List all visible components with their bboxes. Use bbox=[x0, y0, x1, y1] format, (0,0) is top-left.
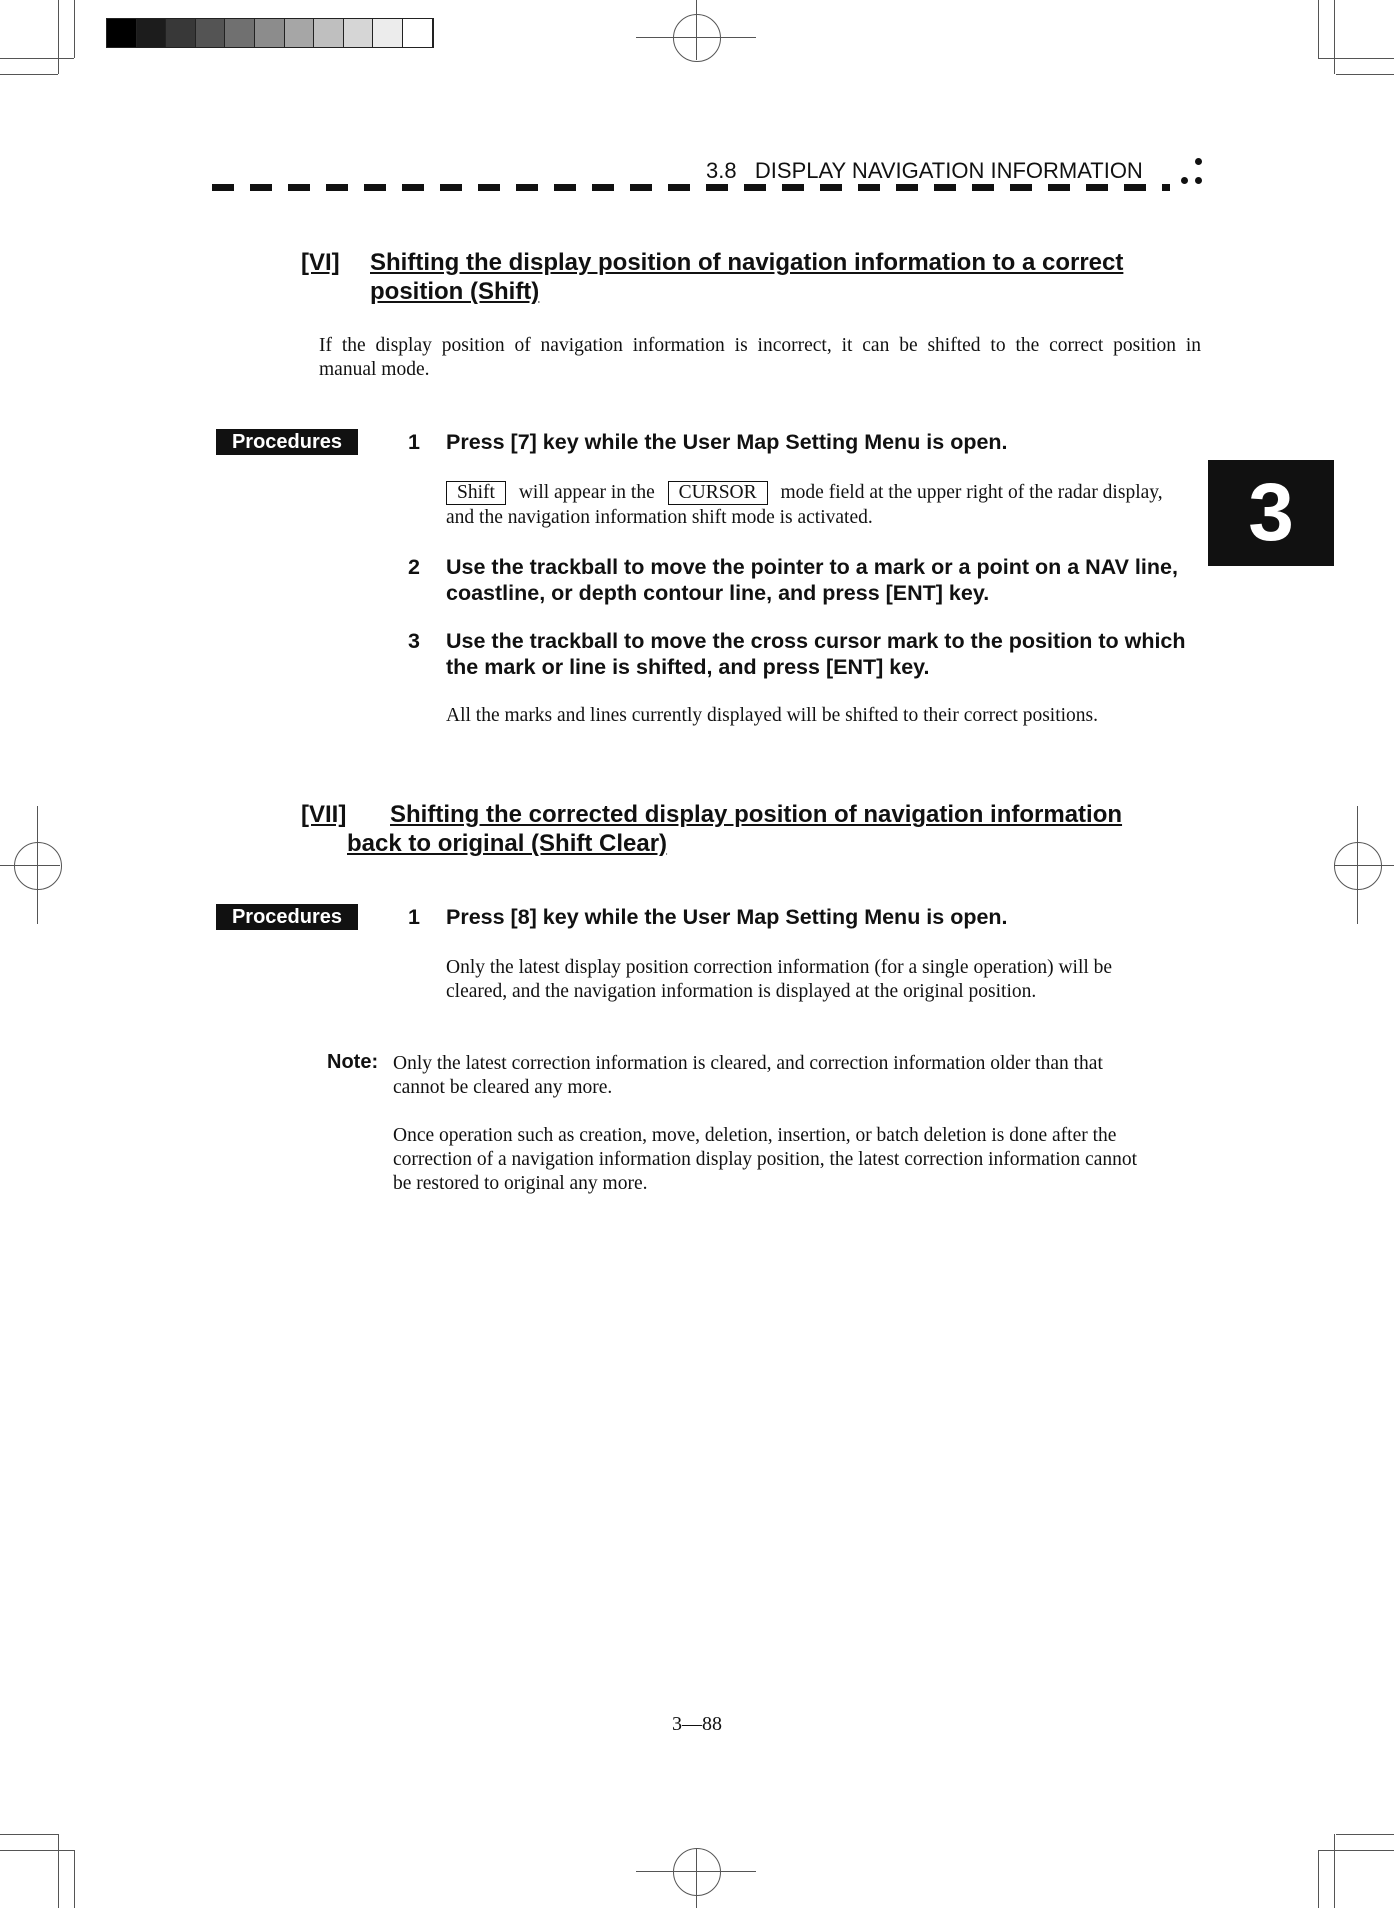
grayscale-swatch bbox=[255, 19, 285, 47]
page-number: 3—88 bbox=[672, 1713, 722, 1735]
grayscale-swatch bbox=[137, 19, 167, 47]
vii-step1-number: 1 bbox=[408, 905, 420, 929]
vi-step1-text-a: will appear in the bbox=[518, 482, 655, 503]
vi-step1-heading: Press [7] key while the User Map Setting Menu is open. bbox=[446, 430, 1008, 454]
section-vi-title-line1: Shifting the display position of navigation information to a correct bbox=[370, 249, 1124, 276]
section-vi-intro-line1: If the display position of navigation information is incorrect, it can be shifted to the correct position in bbox=[319, 335, 1201, 356]
note-p1-line2: cannot be cleared any more. bbox=[393, 1077, 613, 1098]
vi-step1-text-b: mode field at the upper right of the radar display, bbox=[780, 482, 1163, 503]
section-vii-title-line1: Shifting the corrected display position of navigation information bbox=[390, 801, 1123, 828]
note-p1-line1: Only the latest correction information is cleared, and correction information older than that bbox=[393, 1053, 1103, 1074]
section-vii-number: [VII] bbox=[301, 801, 347, 828]
grayscale-swatch bbox=[166, 19, 196, 47]
vi-step2-heading-line2: coastline, or depth contour line, and press [ENT] key. bbox=[446, 581, 990, 605]
vi-step2-heading-line1: Use the trackball to move the pointer to a mark or a point on a NAV line, bbox=[446, 555, 1178, 579]
vi-step2-number: 2 bbox=[408, 555, 420, 579]
header-dashed-rule bbox=[212, 184, 1170, 191]
grayscale-swatch bbox=[107, 19, 137, 47]
vii-step1-heading: Press [8] key while the User Map Setting Menu is open. bbox=[446, 905, 1008, 929]
procedures-badge-vi: Procedures bbox=[216, 429, 358, 455]
procedures-badge-vii: Procedures bbox=[216, 904, 358, 930]
note-label: Note: bbox=[327, 1051, 379, 1073]
vi-step3-result: All the marks and lines currently displayed will be shifted to their correct positions. bbox=[446, 705, 1099, 726]
vii-step1-description-line2: cleared, and the navigation information is displayed at the original position. bbox=[446, 981, 1037, 1002]
vi-step3-number: 3 bbox=[408, 629, 420, 653]
vii-step1-description-line1: Only the latest display position correction information (for a single operation) will be bbox=[446, 957, 1113, 978]
section-vi-intro-line2: manual mode. bbox=[319, 359, 430, 380]
note-p2-line3: be restored to original any more. bbox=[393, 1173, 648, 1194]
vi-step3-heading-line1: Use the trackball to move the cross cursor mark to the position to which bbox=[446, 629, 1186, 653]
vi-step3-heading-line2: the mark or line is shifted, and press [ENT] key. bbox=[446, 655, 930, 679]
shift-key-label: Shift bbox=[446, 481, 506, 505]
grayscale-swatch bbox=[403, 19, 433, 47]
note-p2-line1: Once operation such as creation, move, deletion, insertion, or batch deletion is done after the bbox=[393, 1125, 1117, 1146]
cursor-mode-label: CURSOR bbox=[668, 481, 768, 505]
chapter-tab: 3 bbox=[1208, 460, 1334, 566]
grayscale-swatch bbox=[225, 19, 255, 47]
grayscale-swatch bbox=[285, 19, 315, 47]
grayscale-swatch bbox=[196, 19, 226, 47]
vi-step1-number: 1 bbox=[408, 430, 420, 454]
running-head: 3.8 DISPLAY NAVIGATION INFORMATION bbox=[706, 158, 1143, 183]
vi-step1-description-line2: and the navigation information shift mode is activated. bbox=[446, 507, 873, 528]
grayscale-swatch bbox=[344, 19, 374, 47]
section-vii-title-line2: back to original (Shift Clear) bbox=[347, 830, 668, 857]
note-p2-line2: correction of a navigation information display position, the latest correction information cannot bbox=[393, 1149, 1138, 1170]
section-vi-number: [VI] bbox=[301, 249, 340, 276]
grayscale-strip bbox=[106, 18, 434, 48]
vi-step1-description-line1 bbox=[446, 481, 1163, 505]
grayscale-swatch bbox=[373, 19, 403, 47]
section-vi-title-line2: position (Shift) bbox=[370, 278, 540, 305]
grayscale-swatch bbox=[314, 19, 344, 47]
